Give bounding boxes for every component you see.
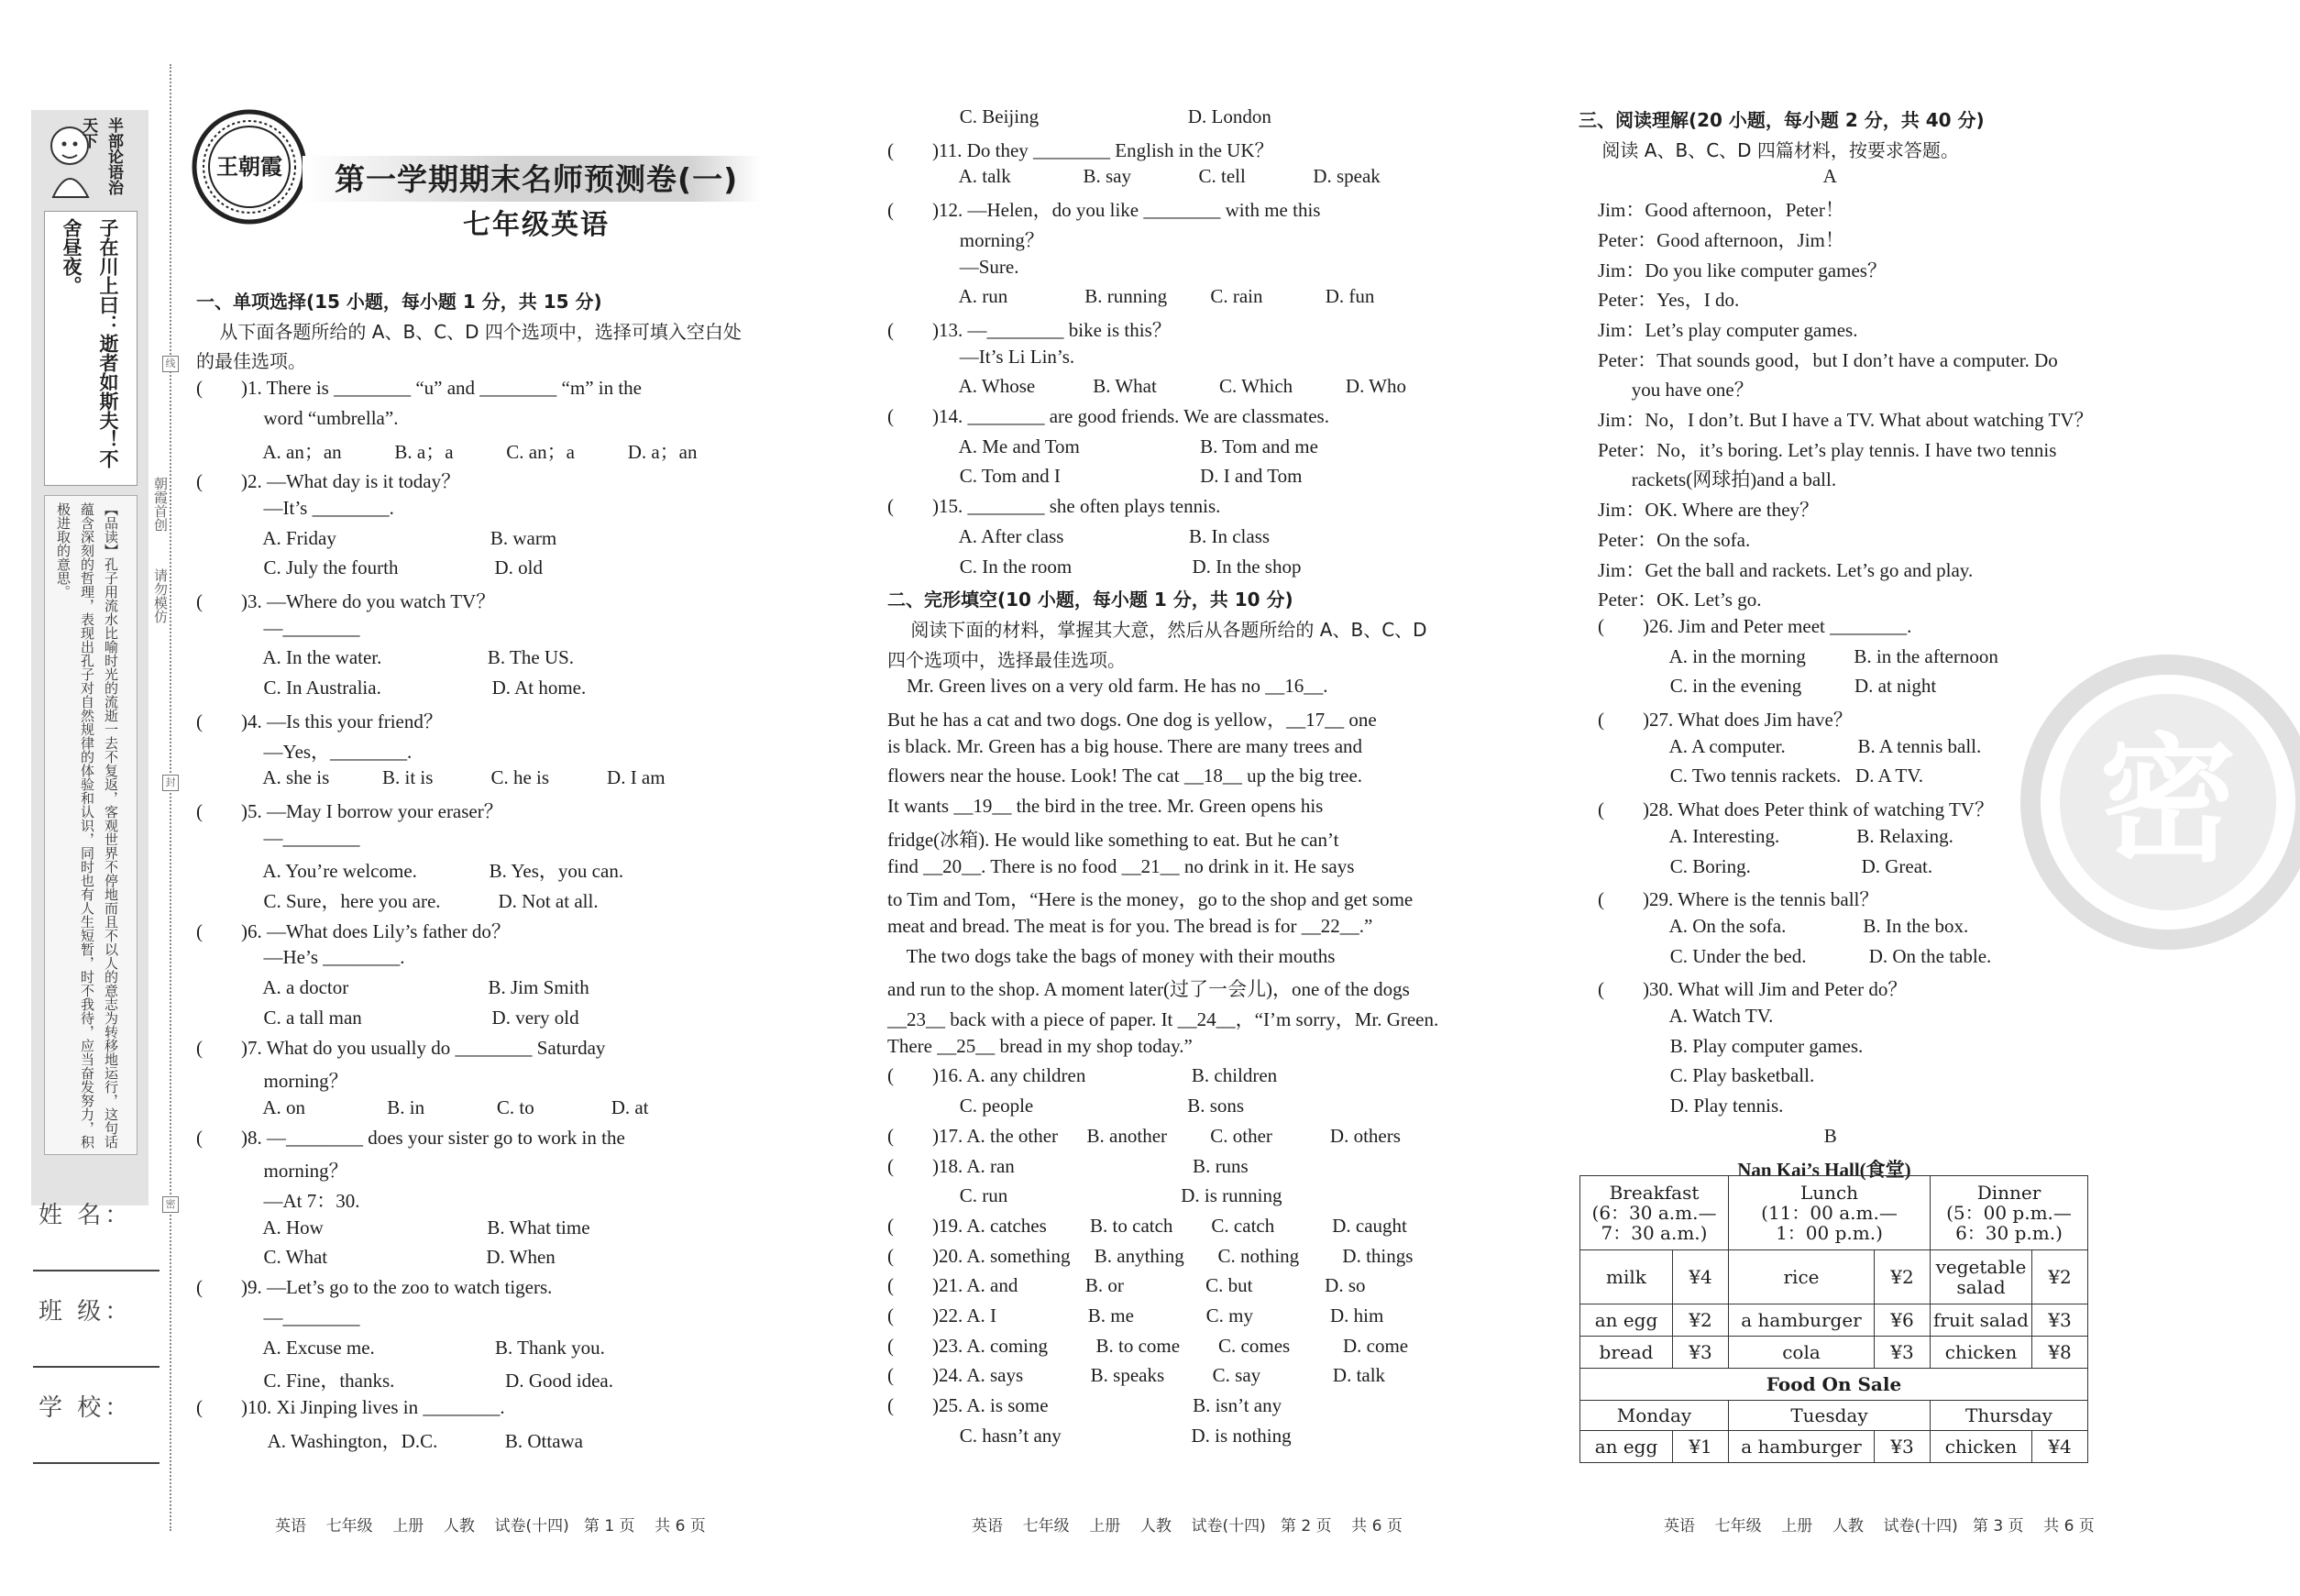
- col3-line: Nan Kai’s Hall(食堂): [1579, 1158, 1911, 1181]
- menu-cell-text: a hamburger: [1741, 1309, 1862, 1331]
- side-note-original: 朝霞首创: [152, 477, 169, 532]
- menu-cell: [1580, 1304, 1673, 1337]
- col3-line: Jim：Do you like computer games？: [1579, 259, 1887, 281]
- col1-line: morning？: [196, 1070, 348, 1093]
- vertical-header: 半部论语治天下: [79, 117, 123, 195]
- col3-line: you have one？: [1579, 379, 1754, 402]
- col2-line: —It’s Li Lin’s.: [887, 345, 1075, 368]
- col1-line: —________: [196, 1305, 360, 1328]
- menu-cell-text: (11：00 a.m.—: [1761, 1202, 1898, 1224]
- menu-cell: [1729, 1250, 1875, 1304]
- menu-cell: [1931, 1431, 2032, 1463]
- col2-line: ( )22. A. I B. me C. my D. him: [887, 1304, 1384, 1326]
- menu-cell: [1580, 1337, 1673, 1369]
- col3-line: C. Two tennis rackets. D. A TV.: [1579, 765, 1923, 787]
- menu-cell-text: an egg: [1594, 1309, 1658, 1331]
- col3-line: rackets(网球拍)and a ball.: [1579, 468, 1837, 491]
- menu-cell: [1931, 1337, 2032, 1369]
- col3-line: A. Watch TV.: [1579, 1005, 1774, 1027]
- col3-line: Jim：OK. Where are they？: [1579, 499, 1820, 522]
- col2-line: ( )20. A. something B. anything C. nothing D. things: [887, 1244, 1414, 1267]
- menu-cell-text: chicken: [1944, 1341, 2018, 1363]
- col1-line: 的最佳选项。: [196, 350, 306, 373]
- col2-line: ( )13. —________ bike is this？: [887, 318, 1172, 341]
- class-label: 班 级：: [39, 1298, 133, 1326]
- col2-line: __23__ back with a piece of paper. It __24__，“I’m sorry，Mr. Green.: [887, 1008, 1439, 1030]
- menu-cell-text: ¥2: [1890, 1266, 1914, 1288]
- seal-text: 王朝霞: [216, 154, 282, 180]
- menu-cell-text: a hamburger: [1741, 1436, 1862, 1458]
- col2-line: ( )15. ________ she often plays tennis.: [887, 495, 1221, 518]
- menu-cell: [1875, 1250, 1931, 1304]
- menu-cell-text: ¥4: [2048, 1436, 2072, 1458]
- footer-page-1: 英语 七年级 上册 人教 试卷(十四) 第 1 页 共 6 页: [275, 1517, 706, 1535]
- menu-cell: [1580, 1401, 1729, 1431]
- col1-line: C. July the fourth D. old: [196, 556, 543, 579]
- col1-line: —At 7：30.: [196, 1190, 360, 1212]
- menu-cell-text: ¥3: [2048, 1309, 2072, 1331]
- col1-line: A. Washington，D.C. B. Ottawa: [196, 1429, 583, 1452]
- watermark-seal: [2017, 651, 2300, 953]
- col1-line: —________: [196, 616, 360, 639]
- col1-line: ( )9. —Let’s go to the zoo to watch tigers.: [196, 1276, 553, 1299]
- footer-page-3: 英语 七年级 上册 人教 试卷(十四) 第 3 页 共 6 页: [1664, 1517, 2095, 1535]
- col2-line: C. In the room D. In the shop: [887, 555, 1302, 578]
- col2-line: to Tim and Tom，“Here is the money，go to the shop and get some: [887, 888, 1414, 911]
- col1-line: A. she is B. it is C. he is D. I am: [196, 766, 666, 789]
- menu-cell-text: cola: [1782, 1341, 1821, 1363]
- col1-line: A. Friday B. warm: [196, 526, 557, 549]
- page-title: 第一学期期末名师预测卷(一): [335, 161, 739, 197]
- col2-line: fridge(冰箱). He would like something to eat. But he can’t: [887, 828, 1339, 851]
- col2-line: ( )23. A. coming B. to come C. comes D. come: [887, 1334, 1409, 1357]
- menu-cell-text: ¥2: [1689, 1309, 1712, 1331]
- col2-line: But he has a cat and two dogs. One dog is yellow，__17__ one: [887, 709, 1377, 731]
- col2-line: ( )17. A. the other B. another C. other D. others: [887, 1124, 1401, 1147]
- col1-line: ( )5. —May I borrow your eraser？: [196, 799, 503, 822]
- menu-cell-text: Tuesday: [1790, 1404, 1868, 1426]
- menu-cell-text: vegetable: [1935, 1256, 2027, 1278]
- fold-line: [170, 64, 171, 1531]
- col2-line: is black. Mr. Green has a big house. There are many trees and: [887, 734, 1363, 757]
- col1-line: ( )2. —What day is it today？: [196, 470, 461, 493]
- menu-cell: [1875, 1337, 1931, 1369]
- col3-line: ( )30. What will Jim and Peter do？: [1579, 978, 1908, 1001]
- col2-line: ( )12. —Helen，do you like ________ with me this: [887, 199, 1321, 222]
- col1-line: —________: [196, 826, 360, 849]
- col2-line: Mr. Green lives on a very old farm. He has no __16__.: [887, 675, 1328, 698]
- col3-line: C. Boring. D. Great.: [1579, 854, 1933, 877]
- menu-cell: [1931, 1401, 2088, 1431]
- col2-line: ( )14. ________ are good friends. We are classmates.: [887, 405, 1329, 427]
- col2-line: ( )21. A. and B. or C. but D. so: [887, 1274, 1366, 1297]
- menu-cell: [1729, 1337, 1875, 1369]
- col1-line: word “umbrella”.: [196, 406, 399, 429]
- menu-cell: [1580, 1369, 2088, 1401]
- menu-cell: [1580, 1176, 1729, 1250]
- menu-cell-text: Food On Sale: [1766, 1373, 1902, 1395]
- menu-cell-text: chicken: [1944, 1436, 2018, 1458]
- col1-line: A. an；an B. a；a C. an；a D. a；an: [196, 440, 698, 463]
- menu-cell: [1875, 1431, 1931, 1463]
- menu-cell-text: rice: [1783, 1266, 1820, 1288]
- page-subtitle: 七年级英语: [463, 209, 610, 241]
- cut-mark-line: 线: [162, 356, 179, 372]
- col2-line: ( )19. A. catches B. to catch C. catch D. caught: [887, 1214, 1407, 1237]
- menu-cell-text: ¥4: [1689, 1266, 1712, 1288]
- menu-cell: [1875, 1304, 1931, 1337]
- col3-line: 阅读 A、B、C、D 四篇材料，按要求答题。: [1579, 138, 1959, 161]
- col1-line: —He’s ________.: [196, 946, 405, 969]
- menu-cell-text: Monday: [1616, 1404, 1692, 1426]
- menu-cell: [1580, 1431, 1673, 1463]
- col2-line: It wants __19__ the bird in the tree. Mr. Green opens his: [887, 795, 1324, 818]
- col2-line: A. Me and Tom B. Tom and me: [887, 435, 1318, 457]
- menu-cell-text: (5：00 p.m.—: [1946, 1202, 2072, 1224]
- menu-cell: [1580, 1250, 1673, 1304]
- menu-cell-text: 6：30 p.m.): [1955, 1222, 2063, 1244]
- col3-line: A: [1579, 165, 1837, 188]
- school-label: 学 校：: [39, 1394, 133, 1422]
- menu-cell: [2032, 1431, 2088, 1463]
- col3-line: A. in the morning B. in the afternoon: [1579, 644, 1998, 667]
- col2-line: —Sure.: [887, 255, 1019, 278]
- menu-cell-text: bread: [1599, 1341, 1654, 1363]
- menu-cell: [1931, 1176, 2088, 1250]
- col1-line: ( )7. What do you usually do ________ Saturday: [196, 1036, 606, 1059]
- quote-text: 子在川上曰：逝者如斯夫！不舍昼夜。: [61, 218, 119, 468]
- menu-cell: [1729, 1401, 1931, 1431]
- col2-line: meat and bread. The meat is for you. The bread is for __22__.”: [887, 914, 1373, 937]
- col2-line: 阅读下面的材料，掌握其大意，然后从各题所给的 A、B、C、D: [887, 618, 1427, 641]
- col2-line: C. people B. sons: [887, 1095, 1245, 1117]
- col1-line: —Yes，________.: [196, 740, 413, 763]
- menu-cell-text: ¥3: [1689, 1341, 1712, 1363]
- col1-line: 从下面各题所给的 A、B、C、D 四个选项中，选择可填入空白处: [196, 320, 742, 343]
- menu-cell-text: (6：30 a.m.—: [1591, 1202, 1717, 1224]
- col1-line: A. Excuse me. B. Thank you.: [196, 1336, 605, 1359]
- menu-cell: [2032, 1337, 2088, 1369]
- col1-line: C. What D. When: [196, 1246, 556, 1269]
- col1-line: A. In the water. B. The US.: [196, 646, 575, 669]
- col2-line: ( )24. A. says B. speaks C. say D. talk: [887, 1364, 1386, 1387]
- col3-line: D. Play tennis.: [1579, 1095, 1784, 1117]
- col2-line: The two dogs take the bags of money with their mouths: [887, 944, 1336, 967]
- col3-line: A. Interesting. B. Relaxing.: [1579, 824, 1953, 847]
- col3-line: A. On the sofa. B. In the box.: [1579, 914, 1969, 937]
- cut-mark-seal: 封: [162, 775, 179, 791]
- menu-cell: [1673, 1250, 1729, 1304]
- class-field[interactable]: [33, 1366, 160, 1368]
- col1-line: A. How B. What time: [196, 1216, 590, 1238]
- col2-line: and run to the shop. A moment later(过了一会儿)，one of the dogs: [887, 978, 1410, 1001]
- menu-cell: [1673, 1304, 1729, 1337]
- name-label: 姓 名：: [39, 1202, 133, 1229]
- col3-line: Peter：Yes，I do.: [1579, 289, 1740, 312]
- col2-line: A. talk B. say C. tell D. speak: [887, 165, 1381, 188]
- cut-mark-secret: 密: [162, 1196, 179, 1213]
- menu-cell-text: salad: [1956, 1276, 2006, 1298]
- col2-line: 四个选项中，选择最佳选项。: [887, 648, 1126, 671]
- col3-line: Jim：No，I don’t. But I have a TV. What about watching TV？: [1579, 409, 2094, 431]
- menu-cell-text: Lunch: [1799, 1182, 1859, 1204]
- col2-line: There __25__ bread in my shop today.”: [887, 1034, 1193, 1057]
- col1-line: C. Fine，thanks. D. Good idea.: [196, 1370, 613, 1392]
- col1-line: ( )4. —Is this your friend？: [196, 710, 443, 732]
- menu-cell: [1673, 1337, 1729, 1369]
- menu-cell-text: milk: [1606, 1266, 1646, 1288]
- col3-line: Peter：OK. Let’s go.: [1579, 589, 1762, 611]
- col1-line: A. You’re welcome. B. Yes，you can.: [196, 860, 624, 883]
- col1-line: ( )8. —________ does your sister go to work in the: [196, 1126, 625, 1149]
- col1-line: ( )1. There is ________ “u” and ________ “m” in the: [196, 377, 643, 400]
- col2-line: A. After class B. In class: [887, 524, 1271, 547]
- menu-cell-text: an egg: [1594, 1436, 1658, 1458]
- col1-line: A. on B. in C. to D. at: [196, 1095, 649, 1118]
- col1-line: 一、单项选择(15 小题，每小题 1 分，共 15 分): [196, 291, 602, 313]
- menu-cell-text: ¥3: [1890, 1436, 1914, 1458]
- school-field[interactable]: [33, 1462, 160, 1464]
- col3-line: C. Play basketball.: [1579, 1064, 1815, 1087]
- name-field[interactable]: [33, 1270, 160, 1271]
- menu-table: [1579, 1175, 2088, 1463]
- col3-line: ( )26. Jim and Peter meet ________.: [1579, 614, 1912, 637]
- col3-line: Jim：Good afternoon，Peter！: [1579, 199, 1844, 222]
- col1-line: ( )10. Xi Jinping lives in ________.: [196, 1395, 505, 1418]
- col1-line: C. In Australia. D. At home.: [196, 677, 587, 699]
- col3-line: Peter：Good afternoon，Jim！: [1579, 228, 1844, 251]
- menu-cell-text: ¥8: [2048, 1341, 2072, 1363]
- col3-line: ( )28. What does Peter think of watching TV？: [1579, 798, 1994, 821]
- col3-line: C. Under the bed. D. On the table.: [1579, 944, 1992, 967]
- col1-line: C. Sure，here you are. D. Not at all.: [196, 890, 599, 912]
- menu-cell: [1931, 1304, 2032, 1337]
- col2-line: C. hasn’t any D. is nothing: [887, 1424, 1292, 1447]
- col1-line: A. a doctor B. Jim Smith: [196, 976, 589, 999]
- col3-line: A. A computer. B. A tennis ball.: [1579, 734, 1982, 757]
- col1-line: morning？: [196, 1160, 348, 1183]
- col2-line: C. Beijing D. London: [887, 105, 1271, 127]
- col3-line: Jim：Let’s play computer games.: [1579, 318, 1858, 341]
- col2-line: ( )18. A. ran B. runs: [887, 1154, 1249, 1177]
- col1-line: —It’s ________.: [196, 496, 394, 519]
- col2-line: A. run B. running C. rain D. fun: [887, 285, 1375, 308]
- col3-line: ( )29. Where is the tennis ball？: [1579, 888, 1879, 911]
- menu-cell-text: ¥3: [1890, 1341, 1914, 1363]
- menu-cell-text: ¥1: [1689, 1436, 1712, 1458]
- menu-cell-text: Breakfast: [1609, 1182, 1700, 1204]
- menu-cell: [1673, 1431, 1729, 1463]
- menu-cell: [2032, 1304, 2088, 1337]
- menu-cell-text: ¥6: [1890, 1309, 1914, 1331]
- menu-cell-text: Thursday: [1965, 1404, 2052, 1426]
- col1-line: ( )6. —What does Lily’s father do？: [196, 919, 511, 942]
- col3-line: Peter：On the sofa.: [1579, 528, 1751, 551]
- col3-line: ( )27. What does Jim have？: [1579, 709, 1853, 731]
- col3-line: 三、阅读理解(20 小题，每小题 2 分，共 40 分): [1579, 109, 1985, 131]
- menu-cell-text: 7：30 a.m.): [1601, 1222, 1708, 1244]
- footer-page-2: 英语 七年级 上册 人教 试卷(十四) 第 2 页 共 6 页: [972, 1517, 1403, 1535]
- col3-line: Peter：No，it’s boring. Let’s play tennis. I have two tennis: [1579, 438, 2057, 461]
- col2-line: find __20__. There is no food __21__ no drink in it. He says: [887, 854, 1355, 877]
- menu-cell-text: Dinner: [1976, 1182, 2041, 1204]
- menu-cell: [1931, 1250, 2032, 1304]
- col2-line: C. run D. is running: [887, 1184, 1282, 1207]
- col3-line: Peter：That sounds good，but I don’t have a computer. Do: [1579, 348, 2058, 371]
- menu-cell: [2032, 1250, 2088, 1304]
- menu-cell-text: ¥2: [2048, 1266, 2072, 1288]
- col2-line: 二、完形填空(10 小题，每小题 1 分，共 10 分): [887, 589, 1293, 611]
- col3-line: B. Play computer games.: [1579, 1034, 1864, 1057]
- menu-cell-text: 1：00 p.m.): [1776, 1222, 1883, 1244]
- svg-text:密: 密: [2098, 721, 2238, 881]
- col3-line: B: [1579, 1124, 1837, 1147]
- col2-line: ( )16. A. any children B. children: [887, 1064, 1278, 1087]
- col2-line: ( )25. A. is some B. isn’t any: [887, 1394, 1282, 1417]
- col2-line: A. Whose B. What C. Which D. Who: [887, 375, 1407, 398]
- menu-cell: [1729, 1176, 1931, 1250]
- col2-line: morning？: [887, 228, 1044, 251]
- col2-line: C. Tom and I D. I and Tom: [887, 465, 1303, 488]
- menu-cell: [1729, 1304, 1875, 1337]
- col2-line: flowers near the house. Look! The cat __18__ up the big tree.: [887, 765, 1363, 787]
- menu-cell-text: fruit salad: [1933, 1309, 2029, 1331]
- col2-line: ( )11. Do they ________ English in the UK？: [887, 138, 1274, 161]
- menu-cell: [1729, 1431, 1875, 1463]
- col1-line: ( )3. —Where do you watch TV？: [196, 590, 496, 612]
- col3-line: Jim：Get the ball and rackets. Let’s go and play.: [1579, 558, 1974, 581]
- col1-line: C. a tall man D. very old: [196, 1006, 579, 1029]
- side-note-no-copy: 请勿模仿: [152, 568, 169, 623]
- col3-line: C. in the evening D. at night: [1579, 675, 1937, 698]
- comment-text: 【品读】孔子用流水比喻时光的流逝一去不复返，客观世界不停地而且不以人的意志为转移地运行，这句话蕴含深刻的哲理，表现出孔子对自然规律的体验和认识，同时也有人生短暂，时不我待，应当奋发努力，积极进取的意思。: [55, 502, 119, 1149]
